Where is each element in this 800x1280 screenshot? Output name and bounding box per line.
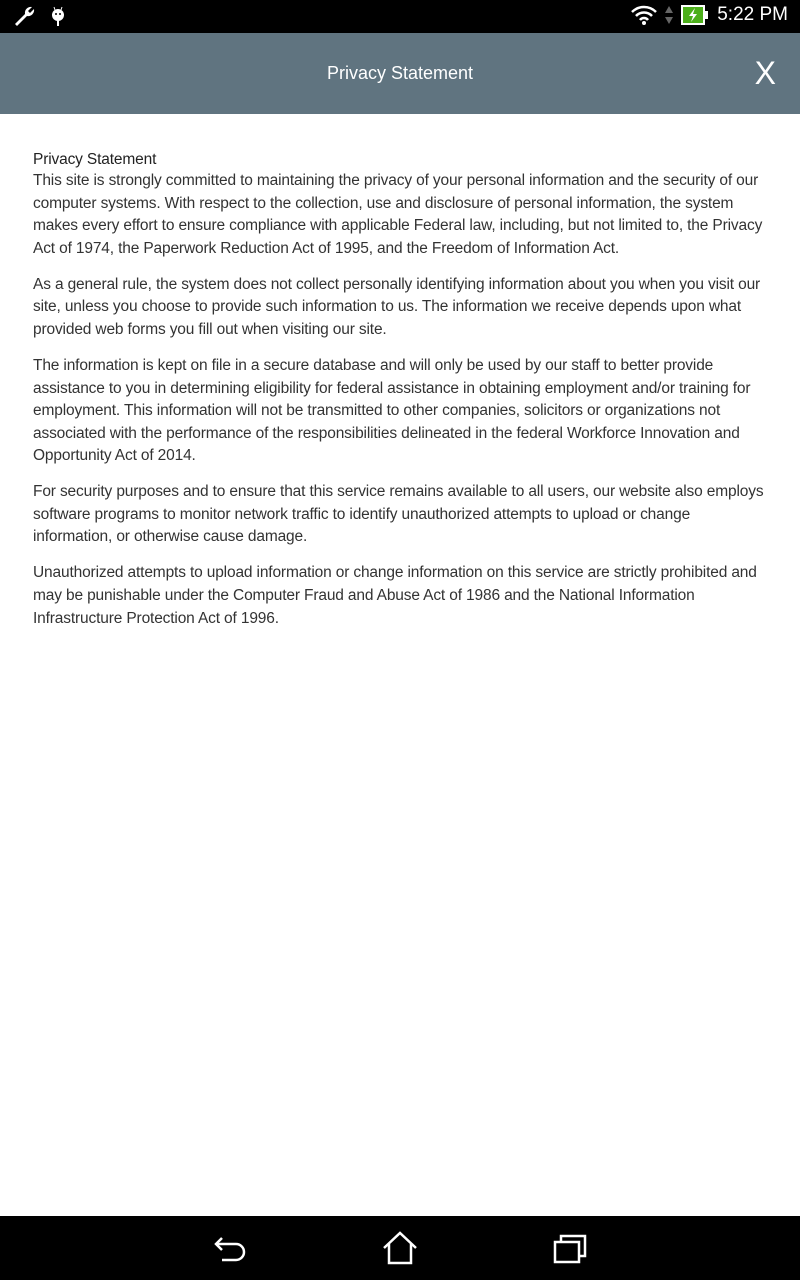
paragraph: Unauthorized attempts to upload information or change information on this service are strictly prohibited and may be punishable under the Computer Fraud and Abuse Act of 1986 and the National Information Infrastructure Protection Act of 1996. xyxy=(33,564,757,627)
privacy-content xyxy=(33,150,773,644)
content-heading: Privacy Statement xyxy=(33,151,157,168)
app-header xyxy=(0,33,800,114)
close-button[interactable]: X xyxy=(754,55,776,91)
paragraph: As a general rule, the system does not collect personally identifying information about you when you visit our site, unless you choose to provide such information to us. The information we receive depends upon what provided web forms you fill out when visiting our site. xyxy=(33,275,761,338)
android-debug-icon xyxy=(50,5,66,27)
page-title: Privacy Statement xyxy=(326,63,474,83)
home-button[interactable] xyxy=(380,1230,420,1266)
paragraph: This site is strongly committed to maintaining the privacy of your personal information and the security of our computer systems. With respect to the collection, use and disclosure of personal information, the system makes every effort to ensure compliance with applicable Federal law, including, but not limited to, the Privacy Act of 1974, the Paperwork Reduction Act of 1995, and the Freedom of Information Act. xyxy=(33,172,763,257)
navigation-bar xyxy=(0,1216,800,1280)
recent-apps-button[interactable] xyxy=(550,1230,590,1266)
back-icon xyxy=(210,1230,250,1266)
battery-charging-icon xyxy=(681,5,709,25)
back-button[interactable] xyxy=(210,1230,250,1266)
data-arrows-icon xyxy=(665,5,673,25)
paragraph: For security purposes and to ensure that this service remains available to all users, our website also employs software programs to monitor network traffic to identify unauthorized attempts to upload or change information, or otherwise cause damage. xyxy=(33,483,764,546)
wrench-icon xyxy=(12,5,36,27)
paragraph: The information is kept on file in a secure database and will only be used by our staff to better provide assistance to you in determining eligibility for federal assistance in obtaining employment and/or training for employment. This information will not be transmitted to other companies, solicitors or organizations not associated with the performance of the responsibilities delineated in the federal Workforce Innovation and Opportunity Act of 2014. xyxy=(33,356,751,465)
recent-apps-icon xyxy=(550,1230,590,1266)
clock: 5:22 PM xyxy=(717,4,788,25)
home-icon xyxy=(380,1230,420,1266)
wifi-icon xyxy=(631,4,657,26)
status-bar xyxy=(0,0,800,33)
